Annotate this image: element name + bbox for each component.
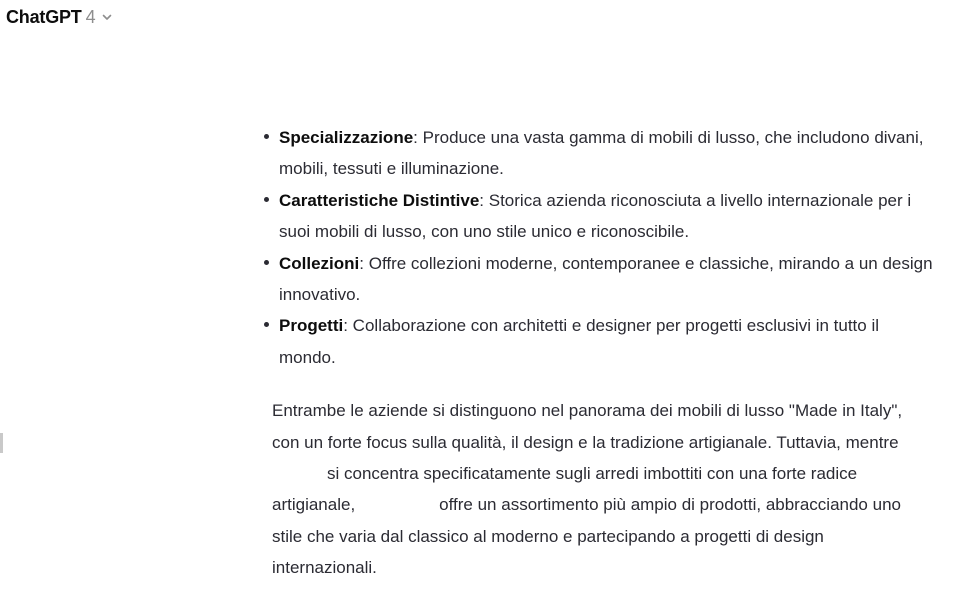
list-item [264, 310, 964, 373]
bullet-text: : Collaborazione con architetti e designer per progetti esclusivi in tutto il [343, 316, 880, 336]
bullet-term: Caratteristiche Distintive [279, 190, 480, 210]
chevron-down-icon [101, 11, 113, 23]
summary-paragraph [272, 395, 942, 583]
paragraph-line: internazionali. [272, 558, 377, 578]
bullet-text: mondo. [279, 347, 336, 367]
list-item [264, 248, 964, 311]
paragraph-line: si concentra specificatamente sugli arredi imbottiti con una forte radice [327, 464, 858, 484]
bullet-text: : Offre collezioni moderne, contemporanee e classiche, mirando a un design [359, 253, 933, 273]
paragraph-line: Entrambe le aziende si distinguono nel panorama dei mobili di lusso "Made in Italy", [272, 401, 903, 421]
paragraph-line: artigianale, [272, 495, 356, 515]
model-name: ChatGPT [6, 6, 82, 27]
paragraph-line: stile che varia dal classico al moderno e partecipando a progetti di design [272, 526, 824, 546]
bullet-dot [264, 260, 269, 265]
bullet-dot [264, 134, 269, 139]
paragraph-line: con un forte focus sulla qualità, il design e la tradizione artigianale. Tuttavia, mentre [272, 432, 899, 452]
list-item [264, 122, 964, 185]
bullet-text: suoi mobili di lusso, con uno stile unico e riconoscibile. [279, 222, 690, 242]
paragraph-line: offre un assortimento più ampio di prodotti, abbracciando uno [439, 495, 901, 515]
bullet-list [264, 122, 964, 373]
model-selector[interactable] [6, 5, 113, 29]
bullet-term: Specializzazione [279, 128, 414, 147]
assistant-message [264, 122, 964, 584]
bullet-text: : Produce una vasta gamma di mobili di lusso, che includono divani, [413, 128, 924, 147]
bullet-dot [264, 197, 269, 202]
bullet-term: Collezioni [279, 253, 360, 273]
bullet-text: mobili, tessuti e illuminazione. [279, 159, 504, 179]
bullet-text: : Storica azienda riconosciuta a livello internazionale per i [479, 190, 912, 210]
scroll-indicator [0, 433, 3, 453]
bullet-term: Progetti [279, 316, 344, 336]
bullet-dot [264, 322, 269, 327]
bullet-text: innovativo. [279, 285, 361, 305]
model-version: 4 [85, 6, 96, 27]
list-item [264, 185, 964, 248]
